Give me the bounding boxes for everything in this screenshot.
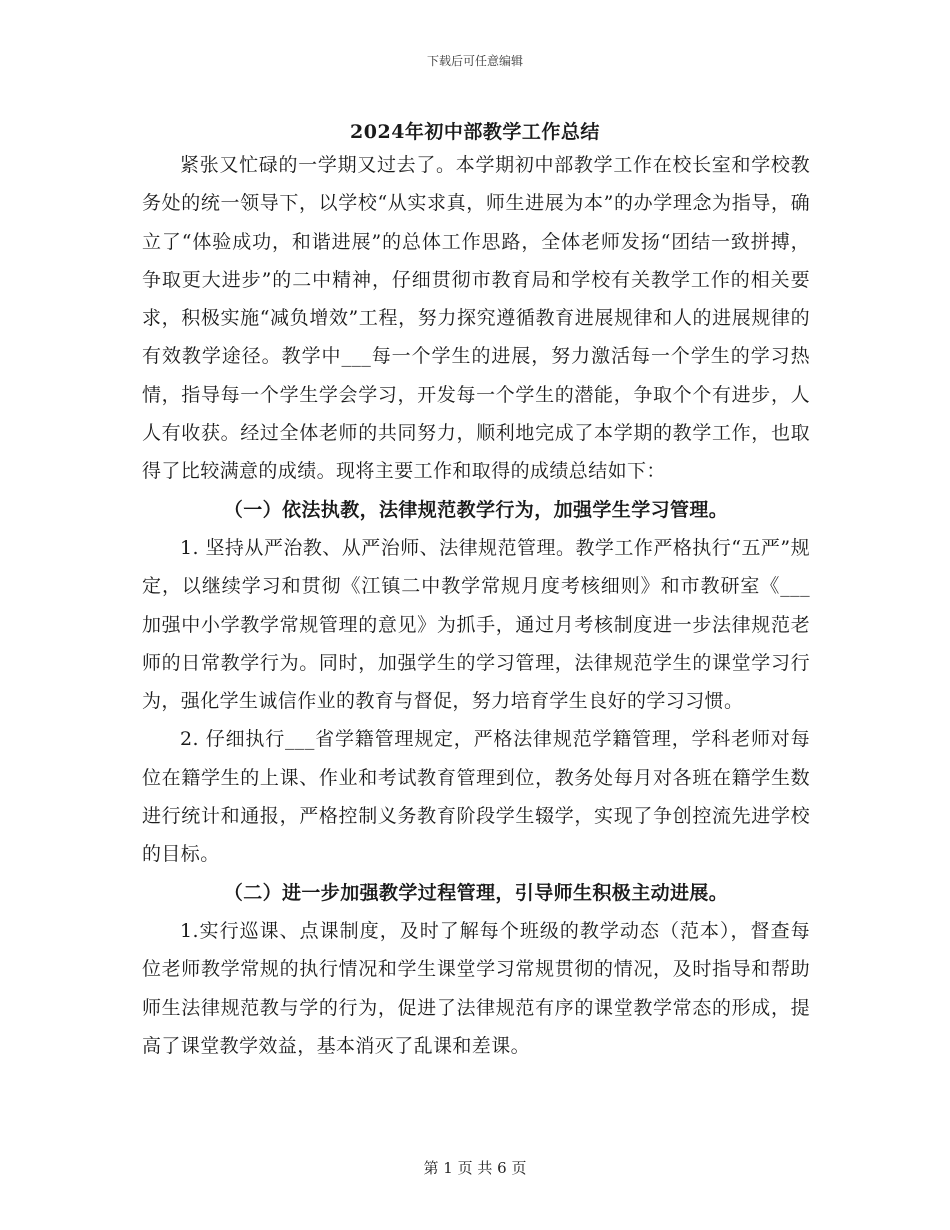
section-1-item-2: 2. 仔细执行___省学籍管理规定，严格法律规范学籍管理，学科老师对每位在籍学生的上课、作业和考试教育管理到位，教务处每月对各班在籍学生数进行统计和通报，严格控制义务教育阶段学生辍学，实现了争创控流先进学校的目标。: [142, 728, 810, 866]
section-2-item-1: 1.实行巡课、点课制度，及时了解每个班级的教学动态（范本），督查每位老师教学常规的执行情况和学生课堂学习常规贯彻的情况，及时指导和帮助师生法律规范教与学的行为，促进了法律规范有序的课堂教学常态的形成，提高了课堂教学效益，基本消灭了乱课和差课。: [142, 919, 810, 1057]
section-heading-2: （二）进一步加强教学过程管理，引导师生积极主动进展。: [223, 881, 729, 904]
document-body: [142, 146, 810, 1065]
section-heading-1: （一）依法执教，法律规范教学行为，加强学生学习管理。: [223, 498, 729, 521]
section-1-item-1: 1. 坚持从严治教、从严治师、法律规范管理。教学工作严格执行“五严”规定，以继续学习和贯彻《江镇二中教学常规月度考核细则》和市教研室《___加强中小学教学常规管理的意见》为抓手，通过月考核制度进一步法律规范老师的日常教学行为。同时，加强学生的学习管理，法律规范学生的课堂学习行为，强化学生诚信作业的教育与督促，努力培育学生良好的学习习惯。: [142, 536, 810, 713]
page-header-note: 下载后可任意编辑: [426, 54, 523, 68]
document-title: 2024年初中部教学工作总结: [350, 121, 600, 143]
intro-paragraph: 紧张又忙碌的一学期又过去了。本学期初中部教学工作在校长室和学校教务处的统一领导下，以学校“从实求真，师生进展为本”的办学理念为指导，确立了“体验成功，和谐进展”的总体工作思路，全体老师发扬“团结一致拼搏，争取更大进步”的二中精神，仔细贯彻市教育局和学校有关教学工作的相关要求，积极实施“减负增效”工程，努力探究遵循教育进展规律和人的进展规律的有效教学途径。教学中___每一个学生的进展，努力激活每一个学生的学习热情，指导每一个学生学会学习，开发每一个学生的潜能，争取个个有进步，人人有收获。经过全体老师的共同努力，顺利地完成了本学期的教学工作，也取得了比较满意的成绩。现将主要工作和取得的成绩总结如下：: [142, 154, 810, 483]
page-footer-number: 第 1 页 共 6 页: [423, 1159, 527, 1177]
